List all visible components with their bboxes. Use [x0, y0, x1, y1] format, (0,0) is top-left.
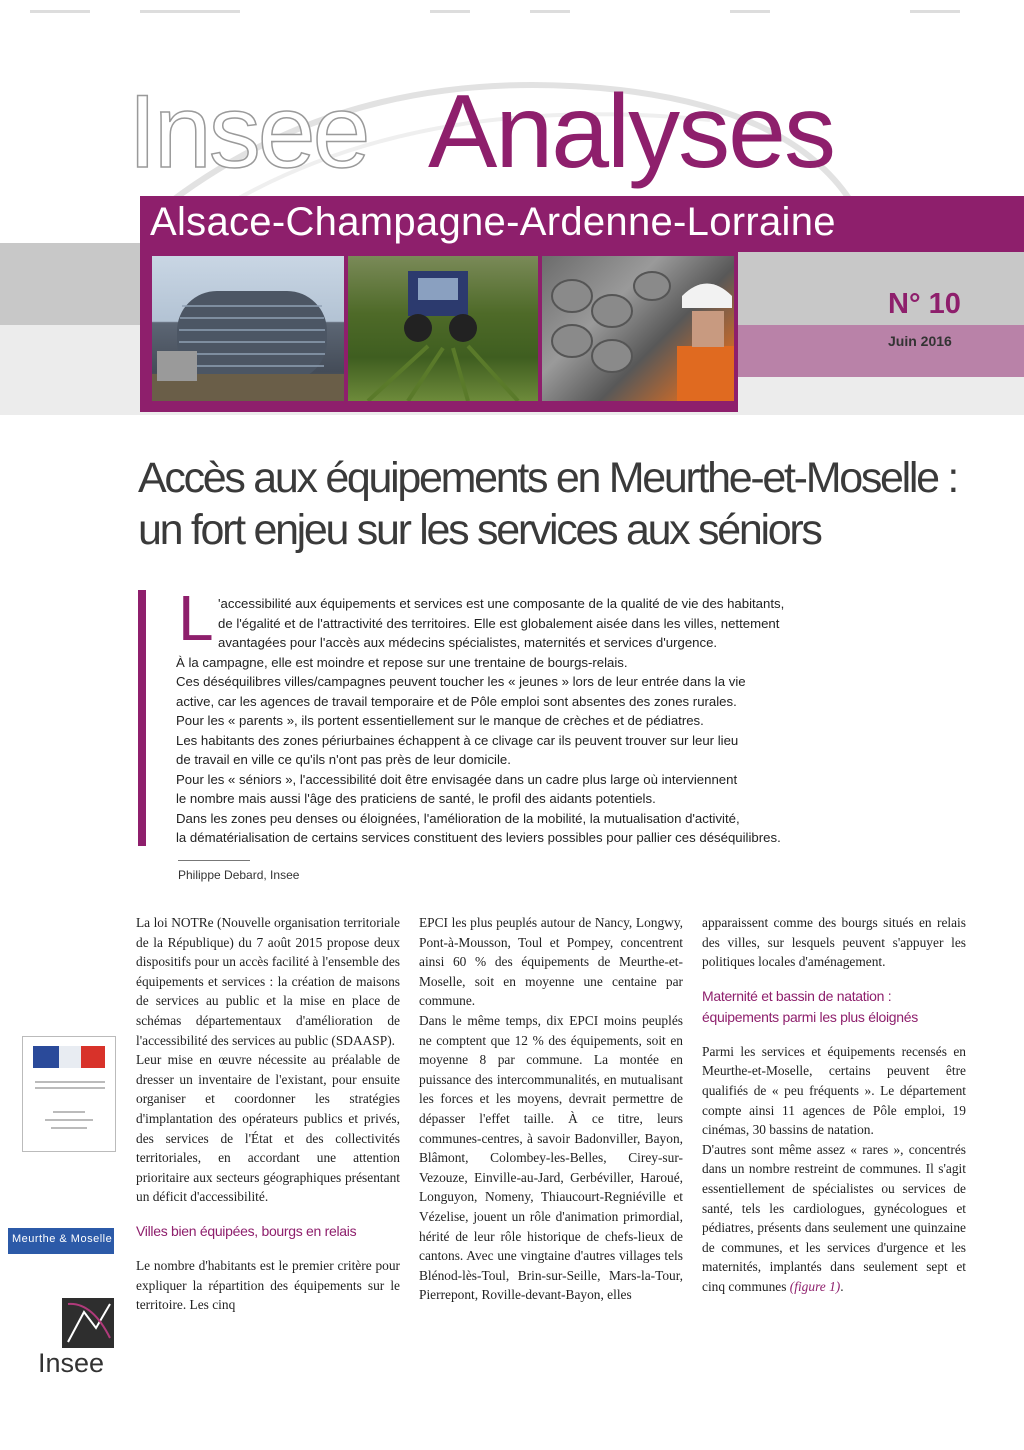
- paragraph: La loi NOTRe (Nouvelle organisation territoriale de la République) du 7 août 2015 propose deux dispositifs pour un accès facilité à l'ensemble des équipements et services : la création de maisons de services au public et la mise en place de schémas départementaux d'amélioration de l'accessibilité des services au public (SDAASP).: [136, 915, 400, 1048]
- meurthe-moselle-logo-text: Meurthe & Moselle: [12, 1233, 113, 1245]
- paragraph: apparaissent comme des bourgs situés en relais des villes, sur lesquels peuvent s'appuyer les politiques locales d'aménagement.: [702, 915, 966, 970]
- paragraph-text: D'autres sont même assez « rares », concentrés dans un nombre restreint de communes. Il s'agit essentiellement de spécialistes ou services de santé, tels les cardiologues, gynécologues et pédiatres, présents dans seulement une quinzaine de communes, et les services d'urgence et les maternités, implantés dans seulement sept et cinq communes: [702, 1141, 966, 1294]
- section-heading: Maternité et bassin de natation : équipements parmi les plus éloignés: [702, 987, 918, 1025]
- lead-line: À la campagne, elle est moindre et repose sur une trentaine de bourgs-relais.: [176, 655, 628, 670]
- insee-logo-icon: [62, 1298, 114, 1348]
- lead-line: Pour les « séniors », l'accessibilité doit être envisagée dans un cadre plus large où interviennent: [176, 772, 738, 787]
- body-column-2: [419, 913, 683, 1305]
- steel-coils-worker-photo: [542, 256, 734, 401]
- author-credit: Philippe Debard, Insee: [178, 868, 300, 882]
- paragraph-end: .: [840, 1278, 844, 1294]
- issue-date: Juin 2016: [888, 333, 952, 349]
- lead-dropcap: L: [178, 582, 214, 654]
- lead-line: de travail en ville ce qu'ils n'ont pas près de leur domicile.: [176, 752, 511, 767]
- issue-number: N° 10: [888, 288, 961, 320]
- paragraph: Le nombre d'habitants est le premier critère pour expliquer la répartition des équipements sur le territoire. Les cinq: [136, 1257, 400, 1313]
- body-column-1: [136, 913, 400, 1315]
- section-heading: Villes bien équipées, bourgs en relais: [136, 1222, 357, 1239]
- region-name: Alsace-Champagne-Ardenne-Lorraine: [150, 200, 836, 244]
- flag-white: [59, 1046, 81, 1068]
- flag-red: [81, 1046, 105, 1068]
- figure-link[interactable]: (figure 1): [789, 1278, 841, 1294]
- hardhat-worker-icon: [542, 256, 734, 401]
- title-line-1: Accès aux équipements en Meurthe-et-Moselle :: [138, 454, 958, 502]
- lead-line: la dématérialisation de certains services constituent des leviers possibles pour pallier ces déséquilibres.: [176, 830, 781, 845]
- issue-pink-band: [738, 325, 1024, 377]
- lead-line: de l'égalité et de l'attractivité des territoires. Elle est globalement aisée dans les villes, nettement: [218, 616, 780, 631]
- lead-accent-bar: [138, 590, 146, 846]
- lead-line: 'accessibilité aux équipements et services est une composante de la qualité de vie des habitants,: [218, 596, 785, 611]
- insee-logo-word: Insee: [38, 1348, 105, 1378]
- author-rule: [178, 860, 250, 861]
- tractor-icon: [348, 256, 538, 401]
- title-line-2: un fort enjeu sur les services aux séniors: [138, 506, 821, 554]
- lead-line: Les habitants des zones périurbaines échappent à ce clivage car ils peuvent trouver sur leur lieu: [176, 733, 739, 748]
- insee-chart-mark-icon: [62, 1298, 114, 1348]
- paragraph: Dans le même temps, dix EPCI moins peuplés ne comptent que 12 % des équipements, soit en moyenne 8 par commune. La montée en puissance des intercommunalités, en mutualisant les forces et les moyens, devrait permettre de dépasser l'effet taille. À ce titre, leurs communes-centres, à savoir Badonviller, Bayon, Blâmont, Colombey-les-Belles, Cirey-sur-Vezouze, Einville-au-Jard, Gerbéviller, Haroué, Longuyon, Nomeny, Thiaucourt-Regniéville et Vézelise, jouent un rôle d'animation primordial, hérité de leur rôle historique de chefs-lieux de cantons. Avec une vingtaine d'autres villages tels Blénod-lès-Toul, Brin-sur-Seille, Mars-la-Tour, Pierrepont, Roville-devant-Bayon, elles: [419, 1012, 683, 1303]
- lead-line: le nombre mais aussi l'âge des praticiens de santé, le profil des aidants potentiels.: [176, 791, 656, 806]
- logo-analyses: Analyses: [428, 74, 834, 190]
- lead-line: Dans les zones peu denses ou éloignées, l'amélioration de la mobilité, la mutualisation d'activité,: [176, 811, 740, 826]
- body-column-3: [702, 913, 966, 1297]
- flag-blue: [33, 1046, 59, 1068]
- article-title: [138, 452, 998, 556]
- lead-line: Pour les « parents », ils portent essentiellement sur le manque de crèches et de pédiatres.: [176, 713, 704, 728]
- parliament-building-icon: [152, 256, 344, 401]
- paragraph: Leur mise en œuvre nécessite au préalable de dresser un inventaire de l'existant, pour ensuite organiser et coordonner les stratégies d'implantation des opérateurs publics et privés, des services de l'État et des collectivités territoriales, en accordant une attention prioritaire aux secteurs géographiques présentant un déficit d'accessibilité.: [136, 1052, 400, 1205]
- lead-line: active, car les agences de travail temporaire et de Pôle emploi sont absentes des zones rurales.: [176, 694, 737, 709]
- lead-line: Ces déséquilibres villes/campagnes peuvent toucher les « jeunes » lors de leur entrée dans la vie: [176, 674, 746, 689]
- paragraph: Parmi les services et équipements recensés en Meurthe-et-Moselle, certains peuvent être qualifiés de « peu fréquents ». Le département compte ainsi 11 agences de Pôle emploi, 19 cinémas, 30 bassins de natation.: [702, 1043, 966, 1138]
- paragraph: EPCI les plus peuplés autour de Nancy, Longwy, Pont-à-Mousson, Toul et Pompey, concentrent ainsi 60 % des équipements de Meurthe-et-Moselle, soit en moyenne une centaine par commune.: [419, 915, 683, 1009]
- lead-line: avantagées pour l'accès aux médecins spécialistes, maternités et services d'urgence.: [218, 635, 718, 650]
- parliament-photo: [152, 256, 344, 401]
- logo-insee: Insee: [128, 74, 368, 190]
- vineyard-tractor-photo: [348, 256, 538, 401]
- scan-marks: [30, 0, 990, 18]
- paragraph: [702, 1140, 966, 1297]
